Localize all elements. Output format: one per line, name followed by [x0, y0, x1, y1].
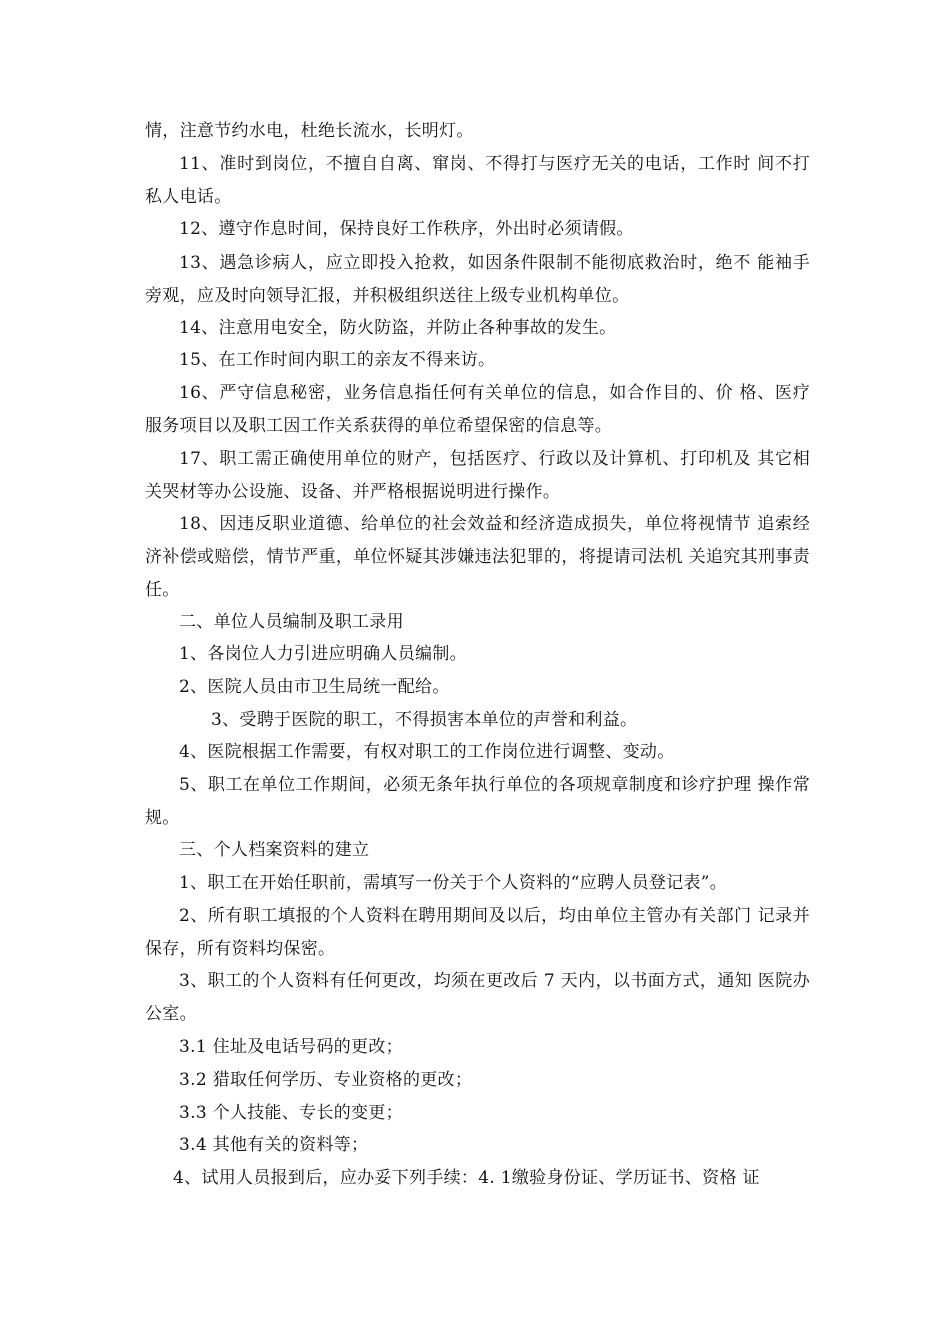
staffing-item-1: 1、各岗位人力引进应明确人员编制。: [179, 644, 467, 664]
rule-11: 11、准时到岗位，不擅自自离、窜岗、不得打与医疗无关的电话，工作时 间不打私人电话。: [145, 154, 810, 207]
rule-12: 12、遵守作息时间，保持良好工作秩序，外出时必须请假。: [179, 219, 634, 239]
rule-13: 13、遇急诊病人，应立即投入抢救，如因条件限制不能彻底救治时，绝不 能袖手旁观，应及时向领导汇报，并积极组织送往上级专业机构单位。: [145, 253, 810, 306]
archive-subitem-3-3: 3.3 个人技能、专长的变更；: [179, 1103, 403, 1123]
staffing-item-3: 3、受聘于医院的职工，不得损害本单位的声誉和利益。: [211, 710, 638, 730]
rule-15: 15、在工作时间内职工的亲友不得来访。: [179, 350, 496, 370]
section-heading-2: 二、单位人员编制及职工录用: [179, 612, 404, 632]
rule-18: 18、因违反职业道德、给单位的社会效益和经济造成损失，单位将视情节 追索经济补偿或赔偿，情节严重，单位怀疑其涉嫌违法犯罪的，将提请司法机 关追究其刑事责任。: [145, 514, 810, 600]
archive-subitem-3-2: 3.2 猎取任何学历、专业资格的更改；: [179, 1070, 473, 1090]
staffing-item-5: 5、职工在单位工作期间，必须无条年执行单位的各项规章制度和诊疗护理 操作常规。: [145, 775, 810, 828]
archive-item-2: 2、所有职工填报的个人资料在聘用期间及以后，均由单位主管办有关部门 记录并保存，所有资料均保密。: [145, 906, 810, 959]
archive-item-4: 4、试用人员报到后，应办妥下列手续：4. 1缴验身份证、学历证书、资格 证: [173, 1168, 760, 1188]
archive-item-3: 3、职工的个人资料有任何更改，均须在更改后 7 天内，以书面方式，通知 医院办公室。: [145, 971, 810, 1024]
rule-16: 16、严守信息秘密，业务信息指任何有关单位的信息，如合作目的、价 格、医疗服务项目以及职工因工作关系获得的单位希望保密的信息等。: [145, 383, 810, 436]
staffing-item-2: 2、医院人员由市卫生局统一配给。: [179, 677, 450, 697]
rule-17: 17、职工需正确使用单位的财产，包括医疗、行政以及计算机、打印机及 其它相关哭材等办公设施、设备、并严格根据说明进行操作。: [145, 449, 810, 502]
archive-subitem-3-1: 3.1 住址及电话号码的更改；: [179, 1037, 403, 1057]
staffing-item-4: 4、医院根据工作需要，有权对职工的工作岗位进行调整、变动。: [179, 742, 675, 762]
archive-subitem-3-4: 3.4 其他有关的资料等；: [179, 1135, 369, 1155]
rule-14: 14、注意用电安全，防火防盗，并防止各种事故的发生。: [179, 318, 617, 338]
paragraph-continuation: 情，注意节约水电，杜绝长流水，长明灯。: [145, 121, 474, 141]
section-heading-3: 三、个人档案资料的建立: [179, 840, 370, 860]
archive-item-1: 1、职工在开始任职前，需填写一份关于个人资料的“应聘人员登记表”。: [179, 873, 728, 893]
